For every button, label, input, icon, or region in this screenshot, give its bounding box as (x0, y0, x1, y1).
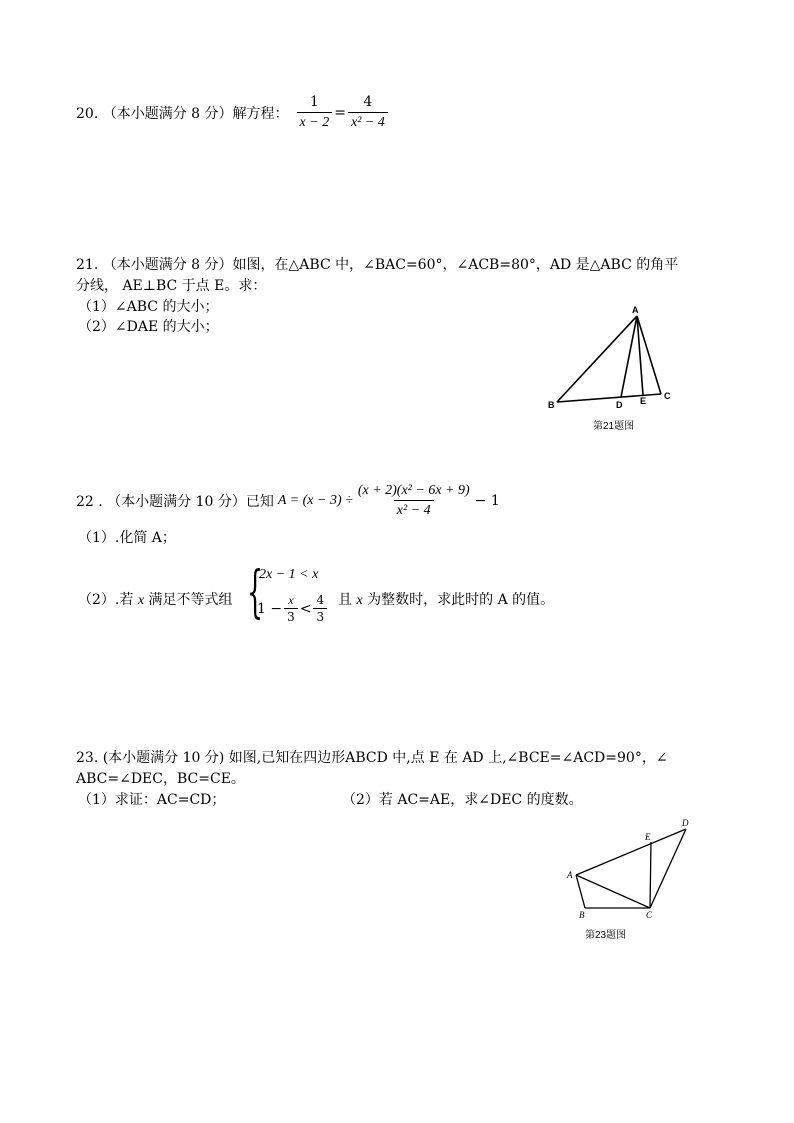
q21-triangle-figure (540, 300, 680, 420)
q22-fraction-numerator: (x + 2)(x² − 6x + 9) (357, 483, 470, 498)
q22-ineq2-rnum: 4 (316, 593, 325, 607)
q20-rhs-denominator: x² − 4 (348, 112, 388, 131)
q22-inequality-1: 2x − 1 < x (259, 567, 319, 582)
q23-label-e: E (645, 832, 651, 842)
q23-label-c: C (646, 910, 653, 920)
q22-ineq2-a: 1 − (257, 600, 283, 617)
q22-ineq2-lt: < (299, 600, 312, 617)
q21-label-a: A (632, 305, 639, 315)
q20-rhs-numerator: 4 (363, 94, 373, 110)
q21-label-c: C (664, 391, 671, 401)
q22-part1: （1）.化简 A； (78, 530, 176, 546)
q22-prefix: 22 . （本小题满分 10 分）已知 (76, 493, 274, 510)
q20-rhs-fraction (348, 94, 388, 131)
q20-lhs-denominator: x − 2 (297, 112, 333, 131)
q22-fraction (355, 482, 473, 519)
q20-lhs-numerator: 1 (309, 94, 319, 110)
q22-part2-prefix-text: （2）.若 (78, 592, 134, 608)
q22-statement (76, 482, 500, 519)
q22-part2-suffix (338, 589, 554, 609)
q23-label-d: D (682, 818, 689, 828)
q22-expr-left: A = (x − 3) ÷ (277, 492, 353, 508)
q22-part2-suffix-b: 为整数时，求此时的 A 的值。 (367, 592, 555, 608)
q23-part1: （1）求证：AC=CD； (78, 792, 226, 808)
q21-line1: 21. （本小题满分 8 分）如图，在△ABC 中，∠BAC=60°，∠ACB=80°，AD 是△ABC 的角平 (76, 257, 679, 273)
q22-ineq2-fraction-left (284, 593, 298, 624)
q22-inequality-brace: { (247, 560, 264, 625)
q21-label-e: E (640, 396, 647, 406)
q23-line1: 23. (本小题满分 10 分) 如图,已知在四边形ABCD 中,点 E 在 AD 上,∠BCE=∠ACD=90°，∠ (76, 750, 668, 766)
q22-part2-prefix (78, 589, 232, 609)
q22-part2-mid: 满足不等式组 (148, 592, 233, 608)
q21-label-b: B (548, 400, 555, 410)
q22-fraction-denominator: x² − 4 (394, 500, 434, 519)
q23-line2: ABC=∠DEC，BC=CE。 (76, 771, 245, 787)
q20-equals: = (334, 104, 346, 121)
q23-part2: （2）若 AC=AE，求∠DEC 的度数。 (342, 792, 583, 808)
q22-ineq2-rden: 3 (313, 608, 327, 624)
q22-part2-suffix-var: x (356, 593, 363, 608)
q22-ineq2-fnum: x (288, 593, 294, 607)
q21-part2: （2）∠DAE 的大小； (78, 319, 219, 335)
q22-ineq2-fden: 3 (284, 608, 298, 624)
q21-part1: （1）∠ABC 的大小； (78, 299, 219, 315)
q20 (76, 94, 390, 131)
q23-quadrilateral-figure (560, 812, 700, 922)
q22-inequality-2 (257, 593, 329, 624)
q20-prefix: 20. （本小题满分 8 分）解方程： (76, 105, 289, 122)
q23-label-a: A (567, 870, 573, 880)
q22-part2-var: x (137, 593, 145, 608)
q21-line2: 分线， AE⊥BC 于点 E。求： (76, 278, 267, 294)
q22-part2-suffix-a: 且 (338, 592, 352, 608)
q20-lhs-fraction (297, 94, 333, 131)
q23-label-b: B (579, 910, 585, 920)
q21-label-d: D (616, 400, 623, 410)
q21-caption: 第21题图 (593, 421, 635, 432)
q22-expr-right: − 1 (474, 492, 500, 509)
q23-caption: 第23题图 (585, 930, 627, 941)
q22-ineq2-fraction-right (313, 593, 327, 624)
